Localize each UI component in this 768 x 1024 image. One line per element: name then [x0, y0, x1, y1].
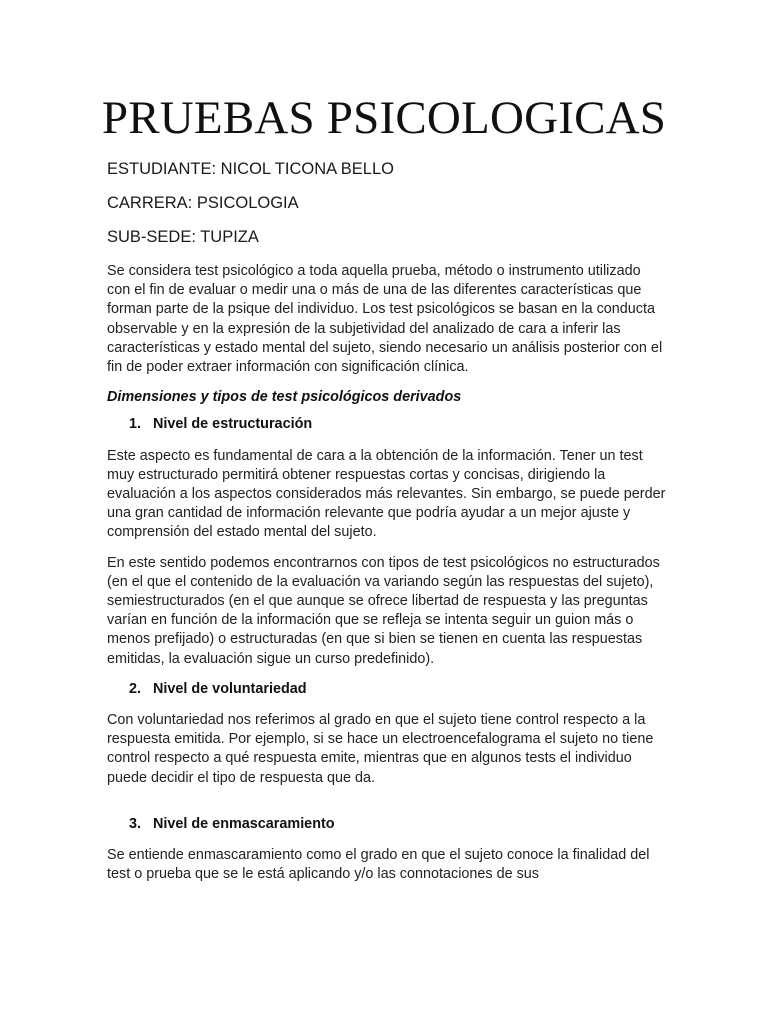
- paragraph: Con voluntariedad nos referimos al grado en que el sujeto tiene control respecto a la respuesta emitida. Por ejemplo, si se hace un electroencefalograma el sujeto no tiene control respecto a qué respuesta emite, mientras que en algunos tests el individuo puede decidir el tipo de respuesta que da.: [107, 712, 654, 786]
- section-heading: Dimensiones y tipos de test psicológicos derivados: [107, 389, 462, 406]
- document-body: [107, 158, 667, 895]
- list-number: 3.: [129, 815, 142, 832]
- list-item-heading: [107, 815, 667, 834]
- paragraph: Se entiende enmascaramiento como el grado en que el sujeto conoce la finalidad del test o prueba que se le está aplicando y/o las connotaciones de sus: [107, 847, 650, 883]
- intro-paragraph: Se considera test psicológico a toda aquella prueba, método o instrumento utilizado con el fin de evaluar o medir una o más de una de las diferentes características que forman parte de la psique del individuo. Los test psicológicos se basan en la conducta observable y en la expresión de la subjetividad del analizado de cara a inferir las características y estado mental del sujeto, siendo necesario un análisis posterior con el fin de poder extraer información con significación clínica.: [107, 263, 663, 376]
- list-item-title: Nivel de voluntariedad: [153, 680, 307, 697]
- list-item-heading: [107, 680, 667, 699]
- student-line: ESTUDIANTE: NICOL TICONA BELLO: [107, 160, 394, 178]
- paragraph: Este aspecto es fundamental de cara a la obtención de la información. Tener un test muy estructurado permitirá obtener respuestas cortas y concisas, dirigiendo la evaluación a los aspectos considerados más relevantes. Sin embargo, se puede perder una gran cantidad de información relevante que podría ayudar a un mejor ajuste y comprensión del estado mental del sujeto.: [107, 447, 666, 541]
- list-number: 1.: [129, 416, 142, 433]
- blank-line: [107, 799, 667, 815]
- paragraph: En este sentido podemos encontrarnos con tipos de test psicológicos no estructurados (en el que el contenido de la evaluación va variando según las respuestas del sujeto), semiestructurados (en el que aunque se ofrece libertad de respuesta y las preguntas varían en función de la información que se refleja se intenta seguir un guion más o menos prefijado) o estructuradas (en que si bien se tienen en cuenta las respuestas emitidas, la evaluación sigue un curso predefinido).: [107, 554, 660, 667]
- subsede-line: SUB-SEDE: TUPIZA: [107, 228, 259, 246]
- list-item-heading: [107, 415, 667, 434]
- list-number: 2.: [129, 680, 142, 697]
- list-item-title: Nivel de enmascaramiento: [153, 815, 335, 832]
- list-item-title: Nivel de estructuración: [153, 416, 313, 433]
- document-title: PRUEBAS PSICOLOGICAS: [101, 92, 667, 144]
- career-line: CARRERA: PSICOLOGIA: [107, 194, 299, 212]
